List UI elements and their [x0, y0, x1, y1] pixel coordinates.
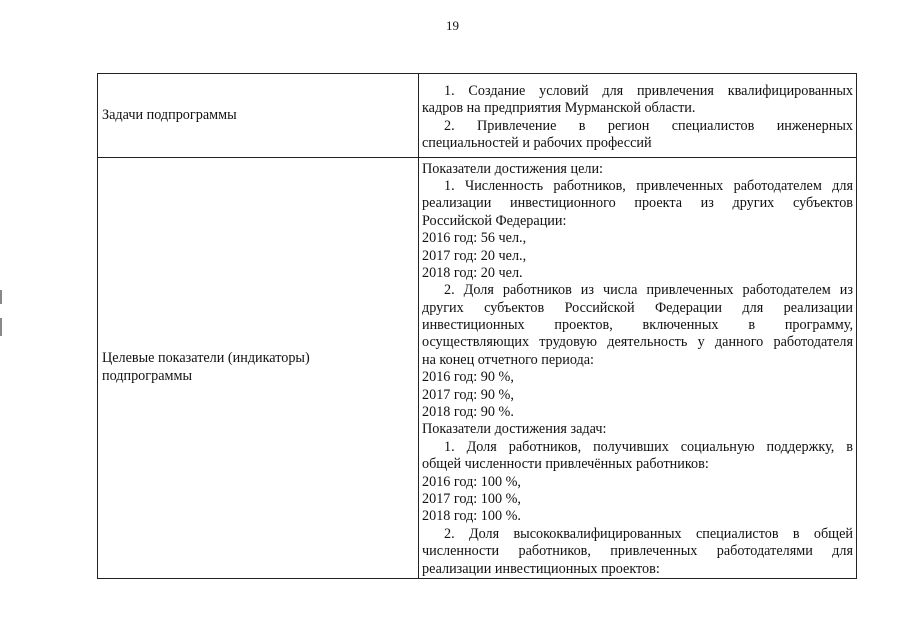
content-line: 2018 год: 20 чел.	[422, 264, 523, 281]
content-line: на конец отчетного периода:	[422, 351, 594, 368]
content-line: 2017 год: 100 %,	[422, 490, 521, 507]
scan-margin-mark	[0, 290, 2, 304]
content-line: 2. Привлечение в регион специалистов инженерных	[444, 117, 853, 134]
content-line: осуществляющих трудовую деятельность у данного работодателя	[422, 334, 853, 351]
content-line: специальностей и рабочих профессий	[422, 135, 652, 152]
content-line: 1. Численность работников, привлеченных работодателем для	[444, 177, 853, 194]
subprogram-passport-table	[97, 73, 857, 579]
content-line: 2. Доля высококвалифицированных специалистов в общей	[444, 525, 853, 542]
content-line: реализации инвестиционного проекта из других субъектов	[422, 195, 853, 212]
content-line: других субъектов Российской Федерации для реализации	[422, 299, 853, 316]
row-label-cell	[98, 157, 419, 578]
table-row	[98, 74, 857, 158]
content-line: 2016 год: 100 %,	[422, 473, 521, 490]
row-label-line: Целевые показатели (индикаторы)	[102, 350, 310, 367]
row-label-cell	[98, 74, 419, 158]
content-line: 2016 год: 56 чел.,	[422, 230, 527, 247]
content-line: Показатели достижения задач:	[422, 421, 607, 438]
content-line: общей численности привлечённых работников:	[422, 456, 709, 473]
content-line: 2017 год: 20 чел.,	[422, 247, 527, 264]
content-line: 1. Доля работников, получивших социальную поддержку, в	[444, 438, 853, 455]
content-line: 2017 год: 90 %,	[422, 386, 514, 403]
table-row	[98, 157, 857, 578]
content-line: 1. Создание условий для привлечения квалифицированных	[444, 83, 853, 99]
content-line: инвестиционных проектов, включенных в программу,	[422, 317, 853, 334]
content-line: 2018 год: 100 %.	[422, 508, 521, 525]
content-line: кадров на предприятия Мурманской области.	[422, 100, 696, 117]
row-content-cell	[419, 74, 857, 158]
page-number: 19	[446, 18, 459, 33]
content-line: реализации инвестиционных проектов:	[422, 560, 660, 577]
row-label-line: Задачи подпрограммы	[102, 106, 237, 123]
row-content-cell	[419, 157, 857, 578]
content-line: численности работников, привлеченных работодателями для	[422, 543, 853, 560]
row-label-line: подпрограммы	[102, 367, 192, 384]
content-line: 2018 год: 90 %.	[422, 404, 514, 421]
scan-margin-mark	[0, 318, 2, 336]
content-line: 2. Доля работников из числа привлеченных работодателем из	[444, 282, 853, 299]
content-line: Показатели достижения цели:	[422, 160, 603, 177]
content-line: 2016 год: 90 %,	[422, 369, 514, 386]
content-line: Российской Федерации:	[422, 212, 567, 229]
